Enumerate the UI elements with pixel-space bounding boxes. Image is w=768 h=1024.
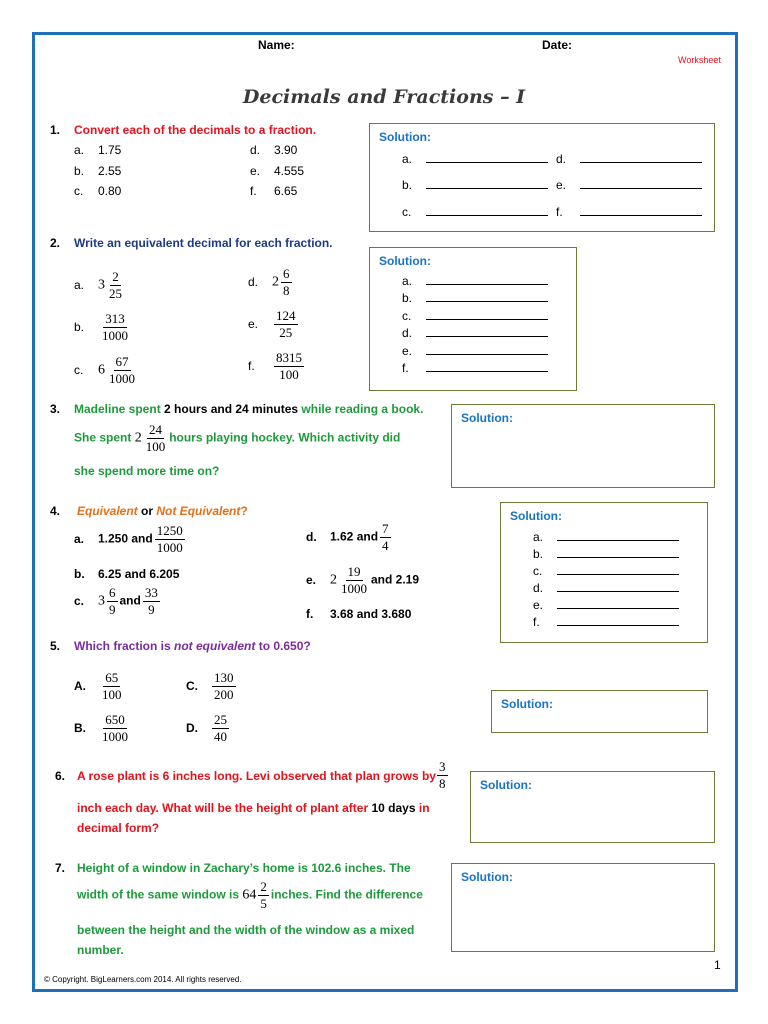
- q3-line-3: she spend more time on?: [74, 464, 220, 478]
- q4-answer-d[interactable]: d.: [533, 581, 679, 595]
- q6-solution-label: Solution:: [480, 778, 532, 792]
- q7-solution-box[interactable]: [451, 863, 715, 952]
- q1-item-c: c. 0.80: [74, 184, 122, 198]
- q4-answer-b[interactable]: b.: [533, 547, 679, 561]
- q2-answer-d[interactable]: d.: [402, 326, 548, 340]
- q5-number: 5.: [50, 639, 61, 653]
- q2-item-f: f. $\frac{8315}{100}$: [248, 350, 302, 382]
- q2-solution-label: Solution:: [379, 254, 431, 268]
- page-title: Decimals and Fractions – I: [242, 86, 526, 108]
- q7-number: 7.: [55, 861, 66, 875]
- q4-item-b: b. 6.25 and 6.205: [74, 567, 180, 581]
- q6-line-1: A rose plant is 6 inches long. Levi observed that plan grows by: [77, 769, 436, 783]
- q2-solution-box[interactable]: [369, 247, 577, 391]
- q1-answer-row-2[interactable]: b. e.: [402, 178, 702, 192]
- q5-solution-label: Solution:: [501, 697, 553, 711]
- q3-number: 3.: [50, 402, 61, 416]
- q4-item-f: f. 3.68 and 3.680: [306, 607, 412, 621]
- q2-item-a: a. 3 $\frac{2}{25}$: [74, 269, 122, 301]
- q1-item-e: e. 4.555: [250, 164, 305, 178]
- q2-item-b: b. $\frac{313}{1000}$: [74, 311, 128, 343]
- q3-solution-label: Solution:: [461, 411, 513, 425]
- q4-answer-c[interactable]: c.: [533, 564, 679, 578]
- q1-item-f: f. 6.65: [250, 184, 298, 198]
- q7-solution-label: Solution:: [461, 870, 513, 884]
- q2-answer-b[interactable]: b.: [402, 291, 548, 305]
- q1-item-a: a. 1.75: [74, 143, 122, 157]
- q6-solution-box[interactable]: [470, 771, 715, 843]
- q4-answer-e[interactable]: e.: [533, 598, 679, 612]
- q6-number: 6.: [55, 769, 66, 783]
- q6-line-3: decimal form?: [77, 821, 160, 835]
- page-number: 1: [714, 958, 721, 972]
- q4-answer-a[interactable]: a.: [533, 530, 679, 544]
- q7-line-1: Height of a window in Zachary’s home is 102.6 inches. The: [77, 861, 411, 875]
- q7-line-4: number.: [77, 943, 124, 957]
- q2-number: 2.: [50, 236, 61, 250]
- q1-item-b: b. 2.55: [74, 164, 122, 178]
- worksheet-tag: Worksheet: [678, 55, 721, 65]
- q2-item-e: e. $\frac{124}{25}$: [248, 308, 296, 340]
- q5-prompt: Which fraction is not equivalent to 0.650?: [74, 639, 311, 653]
- q3-line-2: She spent 2 $\frac{24}{100}$ hours playing hockey. Which activity did: [74, 422, 401, 454]
- q5-option-a[interactable]: A. $\frac{65}{100}$: [74, 670, 122, 702]
- q1-answer-row-3[interactable]: c. f.: [402, 205, 702, 219]
- q2-answer-c[interactable]: c.: [402, 309, 548, 323]
- q2-answer-f[interactable]: f.: [402, 361, 548, 375]
- q2-prompt: Write an equivalent decimal for each fraction.: [74, 236, 333, 250]
- q1-number: 1.: [50, 123, 61, 137]
- q6-fraction: $\frac{3}{8}$: [439, 759, 446, 791]
- q4-number: 4.: [50, 504, 61, 518]
- date-label: Date:: [542, 38, 573, 52]
- q2-answer-a[interactable]: a.: [402, 274, 548, 288]
- q5-option-c[interactable]: C. $\frac{130}{200}$: [186, 670, 234, 702]
- q1-solution-label: Solution:: [379, 130, 431, 144]
- copyright-notice: © Copyright. BigLearners.com 2014. All rights reserved.: [44, 975, 242, 984]
- q5-option-b[interactable]: B. $\frac{650}{1000}$: [74, 712, 128, 744]
- q7-line-3: between the height and the width of the window as a mixed: [77, 923, 415, 937]
- q5-option-d[interactable]: D. $\frac{25}{40}$: [186, 712, 227, 744]
- q1-item-d: d. 3.90: [250, 143, 298, 157]
- q6-line-2: inch each day. What will be the height of plant after 10 days in: [77, 801, 430, 815]
- q4-solution-box[interactable]: [500, 502, 708, 643]
- q4-item-a: a. 1.250 and $\frac{1250}{1000}$: [74, 523, 183, 555]
- q4-prompt: Equivalent or Not Equivalent?: [77, 504, 248, 518]
- q1-prompt: Convert each of the decimals to a fraction.: [74, 123, 317, 137]
- q4-answer-f[interactable]: f.: [533, 615, 679, 629]
- q2-answer-e[interactable]: e.: [402, 344, 548, 358]
- q4-solution-label: Solution:: [510, 509, 562, 523]
- q1-answer-row-1[interactable]: a. d.: [402, 152, 702, 166]
- q7-line-2: width of the same window is 64 $\frac{2}{5}$ inches. Find the difference: [77, 879, 423, 911]
- q1-solution-box[interactable]: [369, 123, 715, 232]
- q4-item-d: d. 1.62 and $\frac{7}{4}$: [306, 521, 389, 553]
- q5-solution-box[interactable]: [491, 690, 708, 733]
- q2-item-c: c. 6 $\frac{67}{1000}$: [74, 354, 135, 386]
- q3-solution-box[interactable]: [451, 404, 715, 488]
- name-label: Name:: [258, 38, 295, 52]
- q4-item-e: e. 2 $\frac{19}{1000}$ and 2.19: [306, 564, 420, 596]
- q4-item-c: c. 3 $\frac{6}{9}$ and $\frac{33}{9}$: [74, 585, 158, 617]
- q3-line-1: Madeline spent 2 hours and 24 minutes while reading a book.: [74, 402, 424, 416]
- q2-item-d: d. 2 $\frac{6}{8}$: [248, 266, 290, 298]
